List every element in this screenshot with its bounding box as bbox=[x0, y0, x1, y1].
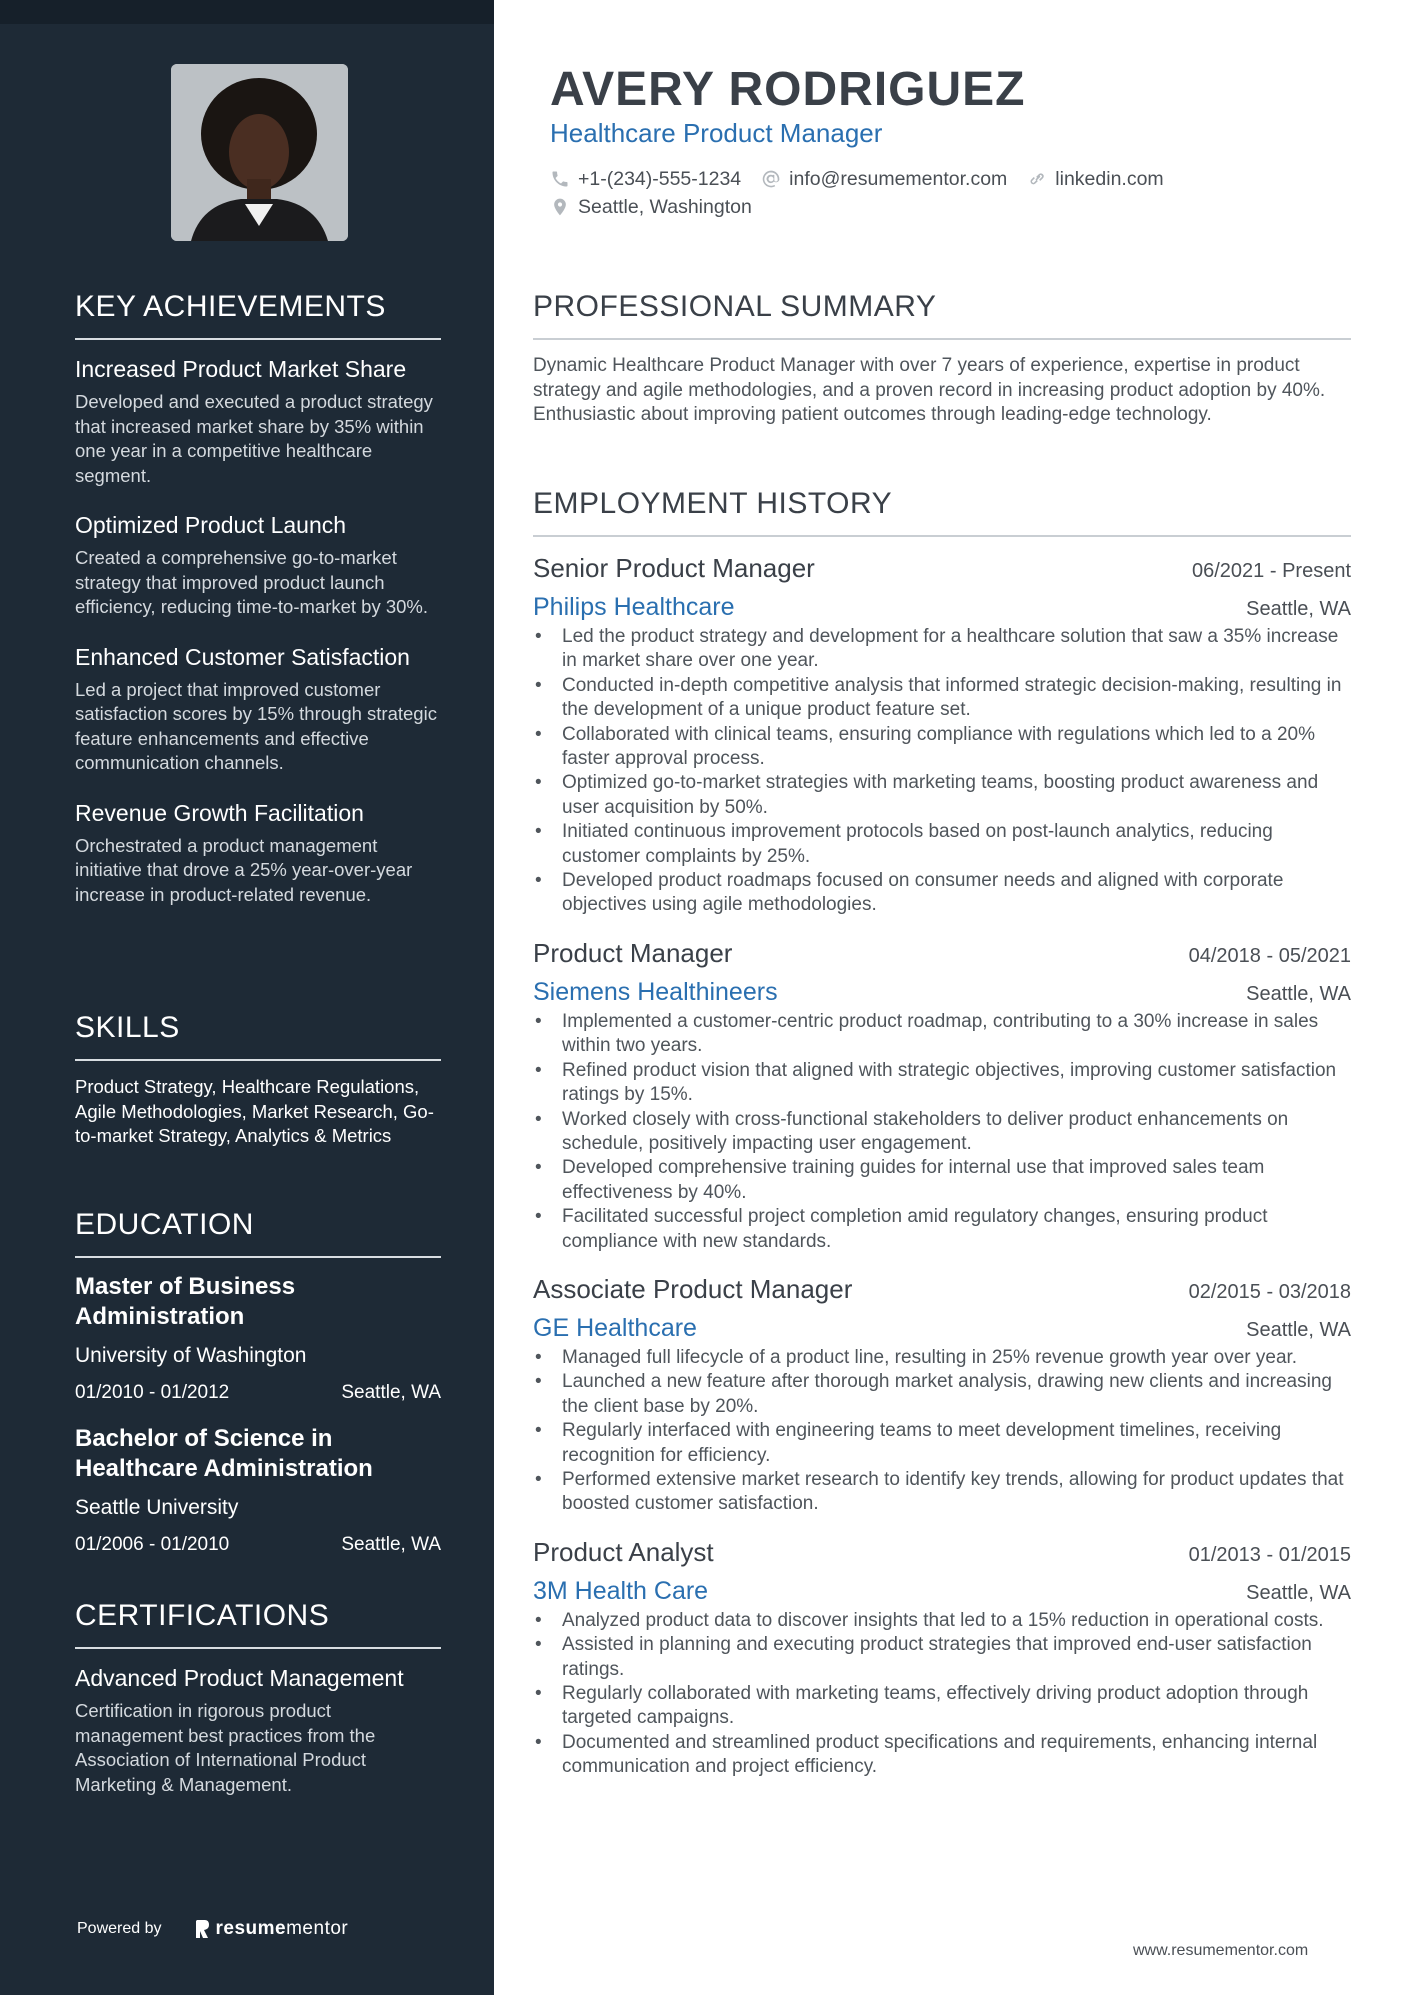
contact-email[interactable] bbox=[761, 168, 1007, 191]
professional-summary-section bbox=[533, 290, 1351, 428]
contact-linkedin[interactable] bbox=[1027, 168, 1163, 191]
achievement-item bbox=[75, 510, 441, 620]
candidate-name: AVERY RODRIGUEZ bbox=[550, 63, 1026, 116]
education-dates: 01/2010 - 01/2012 bbox=[75, 1382, 230, 1403]
powered-by bbox=[77, 1918, 348, 1940]
job-location: Seattle, WA bbox=[1246, 982, 1351, 1005]
job-entry bbox=[533, 936, 1351, 1254]
certification-description: Certification in rigorous product management best practices from the Association of International Product Marketing & Management. bbox=[75, 1700, 376, 1795]
job-bullet: • Refined product vision that aligned with strategic objectives, improving customer satisfaction ratings by 15%. bbox=[533, 1059, 1351, 1108]
employment-history-section bbox=[533, 487, 1351, 1798]
key-achievements-section bbox=[75, 290, 441, 929]
job-entry bbox=[533, 551, 1351, 918]
contact-row bbox=[550, 165, 1184, 193]
achievement-title: Increased Product Market Share bbox=[75, 356, 407, 382]
education-school: University of Washington bbox=[75, 1344, 307, 1367]
achievement-description: Led a project that improved customer satisfaction scores by 15% through strategic feature enhancements and effective communication channels. bbox=[75, 678, 437, 773]
education-degree: Master of Business Administration bbox=[75, 1273, 296, 1330]
job-company: Siemens Healthineers bbox=[533, 977, 778, 1006]
job-bullet: • Regularly collaborated with marketing teams, effectively driving product adoption through targeted campaigns. bbox=[533, 1682, 1351, 1731]
job-company: GE Healthcare bbox=[533, 1313, 697, 1342]
candidate-role: Healthcare Product Manager bbox=[550, 118, 883, 148]
certification-title: Advanced Product Management bbox=[75, 1665, 404, 1691]
achievement-title: Optimized Product Launch bbox=[75, 512, 347, 538]
sidebar-top-bar bbox=[0, 0, 494, 24]
job-title: Senior Product Manager bbox=[533, 553, 815, 583]
contact-phone[interactable] bbox=[550, 168, 741, 191]
job-bullet: • Initiated continuous improvement protocols based on post-launch analytics, reducing customer complaints by 25%. bbox=[533, 820, 1351, 869]
achievement-title: Revenue Growth Facilitation bbox=[75, 799, 364, 826]
job-bullet: • Launched a new feature after thorough market analysis, drawing new clients and increasing the client base by 20%. bbox=[533, 1370, 1351, 1419]
education-location: Seattle, WA bbox=[341, 1382, 441, 1403]
certifications-heading: CERTIFICATIONS bbox=[75, 1599, 441, 1649]
resumementor-logo[interactable] bbox=[194, 1918, 349, 1940]
job-bullet: • Led the product strategy and development for a healthcare solution that saw a 35% increase in market share over one year. bbox=[533, 625, 1351, 674]
contact-row bbox=[550, 193, 1184, 221]
profile-photo bbox=[171, 64, 348, 241]
job-bullet: • Developed comprehensive training guides for internal use that improved sales team effectiveness by 40%. bbox=[533, 1156, 1351, 1205]
education-school: Seattle University bbox=[75, 1496, 239, 1519]
education-meta bbox=[75, 1532, 441, 1558]
skills-heading: SKILLS bbox=[75, 1011, 441, 1061]
job-company: Philips Healthcare bbox=[533, 593, 735, 621]
job-bullets bbox=[533, 625, 1351, 918]
job-bullet: • Assisted in planning and executing product strategies that improved end-user satisfaction ratings. bbox=[533, 1633, 1351, 1682]
achievement-item bbox=[75, 798, 441, 908]
job-location: Seattle, WA bbox=[1246, 1581, 1351, 1604]
job-entry bbox=[533, 1535, 1351, 1780]
resumementor-logo-icon bbox=[194, 1919, 210, 1939]
job-bullet: • Implemented a customer-centric product roadmap, contributing to a 30% increase in sales within two years. bbox=[533, 1010, 1351, 1059]
job-bullet: • Analyzed product data to discover insights that led to a 15% reduction in operational costs. bbox=[533, 1609, 1351, 1633]
achievement-description: Developed and executed a product strategy that increased market share by 35% within one year in a competitive healthcare segment. bbox=[75, 391, 433, 486]
contact-location bbox=[550, 196, 752, 219]
footer-url[interactable]: www.resumementor.com bbox=[1133, 1942, 1309, 1959]
job-dates: 01/2013 - 01/2015 bbox=[1188, 1543, 1351, 1566]
phone-number: +1-(234)-555-1234 bbox=[578, 167, 742, 190]
professional-summary-heading: PROFESSIONAL SUMMARY bbox=[533, 290, 1351, 340]
education-degree: Bachelor of Science in Healthcare Administration bbox=[75, 1425, 373, 1482]
sidebar bbox=[0, 0, 494, 1995]
achievement-item bbox=[75, 642, 441, 776]
job-bullet: • Conducted in-depth competitive analysis that informed strategic decision-making, resulting in the development of a unique product feature set. bbox=[533, 674, 1351, 723]
job-bullet: • Documented and streamlined product specifications and requirements, enhancing internal communication and project efficiency. bbox=[533, 1731, 1351, 1780]
profile-photo-image bbox=[171, 64, 348, 241]
achievement-item bbox=[75, 354, 441, 488]
linkedin-link: linkedin.com bbox=[1055, 167, 1164, 190]
skills-list: Product Strategy, Healthcare Regulations, Agile Methodologies, Market Research, Go-to-market Strategy, Analytics & Metrics bbox=[75, 1076, 434, 1146]
job-bullets bbox=[533, 1346, 1351, 1517]
education-section bbox=[75, 1208, 441, 1576]
job-bullet: • Performed extensive market research to identify key trends, allowing for product updates that boosted customer satisfaction. bbox=[533, 1468, 1351, 1517]
link-icon bbox=[1027, 169, 1047, 189]
job-title: Product Manager bbox=[533, 937, 733, 968]
job-title: Associate Product Manager bbox=[533, 1273, 853, 1304]
job-bullet: • Optimized go-to-market strategies with marketing teams, boosting product awareness and user acquisition by 50%. bbox=[533, 771, 1351, 820]
employment-history-heading: EMPLOYMENT HISTORY bbox=[533, 487, 1351, 537]
job-bullet: • Facilitated successful project completion amid regulatory changes, ensuring product compliance with new standards. bbox=[533, 1205, 1351, 1254]
job-entry bbox=[533, 1272, 1351, 1517]
location-text: Seattle, Washington bbox=[578, 195, 752, 218]
job-bullet: • Collaborated with clinical teams, ensuring compliance with regulations which led to a 20% faster approval process. bbox=[533, 723, 1351, 772]
job-dates: 06/2021 - Present bbox=[1192, 560, 1351, 582]
education-item bbox=[75, 1272, 441, 1406]
job-bullet: • Regularly interfaced with engineering teams to meet development timelines, receiving recognition for efficiency. bbox=[533, 1419, 1351, 1468]
education-item bbox=[75, 1424, 441, 1558]
education-meta bbox=[75, 1380, 441, 1406]
achievement-description: Created a comprehensive go-to-market strategy that improved product launch efficiency, reducing time-to-market by 30%. bbox=[75, 547, 429, 617]
job-bullets bbox=[533, 1010, 1351, 1254]
certification-item bbox=[75, 1663, 441, 1797]
phone-icon bbox=[550, 169, 570, 189]
skills-section bbox=[75, 1011, 441, 1149]
at-sign-icon bbox=[761, 169, 781, 189]
achievement-title: Enhanced Customer Satisfaction bbox=[75, 643, 410, 670]
job-dates: 02/2015 - 03/2018 bbox=[1188, 1280, 1351, 1303]
powered-by-label: Powered by bbox=[77, 1920, 162, 1937]
job-location: Seattle, WA bbox=[1246, 1318, 1351, 1341]
job-company: 3M Health Care bbox=[533, 1576, 709, 1605]
job-dates: 04/2018 - 05/2021 bbox=[1188, 944, 1351, 967]
job-title: Product Analyst bbox=[533, 1536, 714, 1567]
key-achievements-heading: KEY ACHIEVEMENTS bbox=[75, 290, 441, 340]
brand-rest: mentor bbox=[286, 1918, 349, 1939]
location-pin-icon bbox=[550, 197, 570, 217]
job-bullet: • Developed product roadmaps focused on consumer needs and aligned with corporate objectives using agile methodologies. bbox=[533, 869, 1351, 918]
job-bullet: • Managed full lifecycle of a product line, resulting in 25% revenue growth year over year. bbox=[533, 1346, 1351, 1370]
job-bullets bbox=[533, 1609, 1351, 1780]
education-location: Seattle, WA bbox=[341, 1534, 441, 1555]
job-bullet: • Worked closely with cross-functional stakeholders to deliver product enhancements on schedule, positively impacting user engagement. bbox=[533, 1108, 1351, 1157]
achievement-description: Orchestrated a product management initiative that drove a 25% year-over-year increase in product-related revenue. bbox=[75, 834, 413, 905]
job-location: Seattle, WA bbox=[1246, 598, 1351, 620]
contact-info bbox=[550, 165, 1184, 221]
email-address: info@resumementor.com bbox=[789, 167, 1008, 190]
education-heading: EDUCATION bbox=[75, 1208, 441, 1258]
certifications-section bbox=[75, 1599, 441, 1819]
professional-summary-text: Dynamic Healthcare Product Manager with over 7 years of experience, expertise in product strategy and agile methodologies, and a proven record in increasing product adoption by 40%. Enthusiastic about improving patient outcomes through leading-edge technology. bbox=[533, 355, 1326, 425]
brand-bold: resume bbox=[215, 1918, 287, 1939]
education-dates: 01/2006 - 01/2010 bbox=[75, 1534, 230, 1555]
